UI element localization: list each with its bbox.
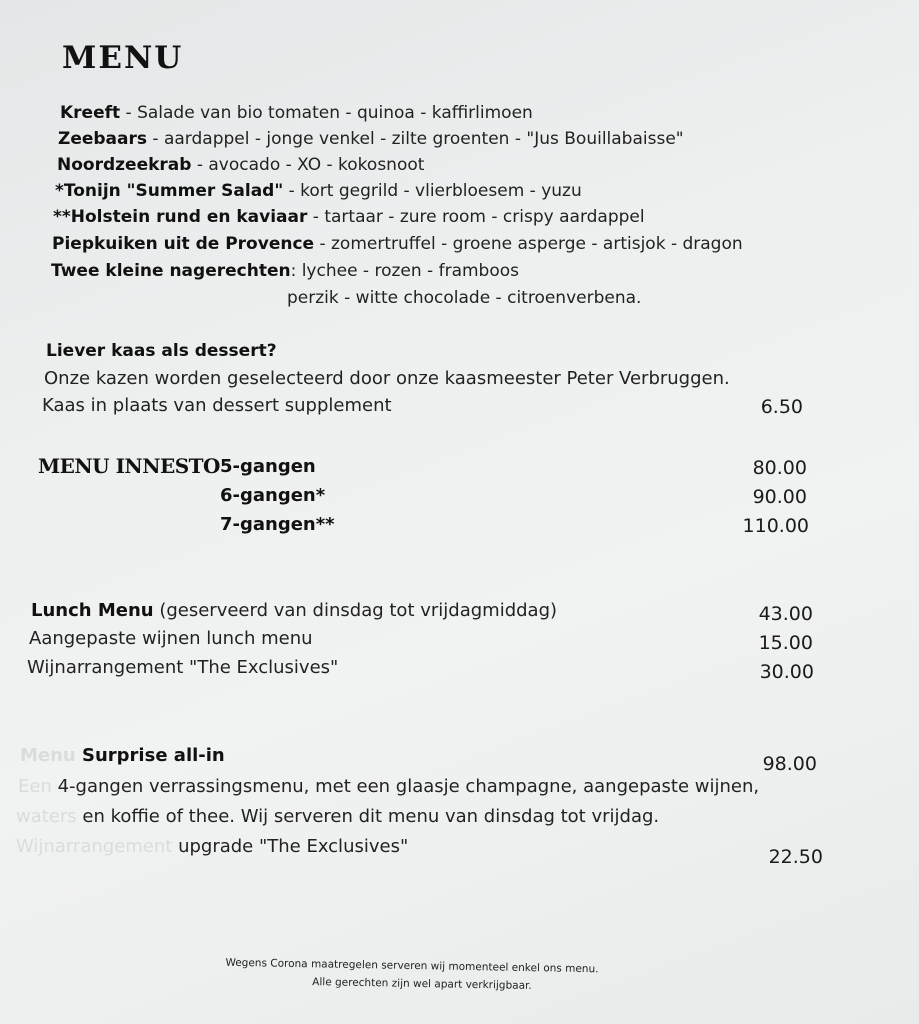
course-name: Piepkuiken uit de Provence <box>52 234 315 254</box>
course-line <box>57 152 424 178</box>
innesto-option-label: 7-gangen** <box>220 514 335 535</box>
cheese-supplement-label: Kaas in plaats van dessert supplement <box>42 395 392 416</box>
lunch-menu-line <box>31 600 557 621</box>
surprise-line3: upgrade "The Exclusives" <box>172 836 409 857</box>
innesto-option-label: 5-gangen <box>220 456 316 477</box>
lunch-menu-price: 43.00 <box>758 603 813 625</box>
innesto-option-label: 6-gangen* <box>220 485 326 506</box>
course-desc: : lychee - rozen - framboos <box>290 261 519 281</box>
innesto-option-price: 90.00 <box>752 486 807 508</box>
surprise-line3-prefix: Wijnarrangement <box>16 836 173 857</box>
course-name: Zeebaars <box>58 129 148 149</box>
lunch-arrangement-price: 30.00 <box>759 661 814 683</box>
course-name: Noordzeekrab <box>57 155 192 175</box>
surprise-price: 98.00 <box>762 753 817 775</box>
surprise-name: Surprise all-in <box>75 745 225 766</box>
menu-innesto-title: MENU INNESTO <box>38 454 220 478</box>
innesto-option-price: 110.00 <box>742 515 809 537</box>
surprise-heading <box>20 745 225 766</box>
cheese-supplement-price: 6.50 <box>760 396 803 418</box>
surprise-line1-prefix: Een <box>18 776 52 797</box>
surprise-line1: 4-gangen verrassingsmenu, met een glaasje champagne, aangepaste wijnen, <box>51 776 760 797</box>
surprise-description-1 <box>18 776 759 797</box>
course-name: *Tonijn "Summer Salad" <box>55 181 284 201</box>
course-name: Twee kleine nagerechten <box>51 261 291 281</box>
course-line <box>55 178 582 204</box>
lunch-menu-note: (geserveerd van dinsdag tot vrijdagmiddag) <box>153 600 558 621</box>
course-line <box>58 126 684 152</box>
surprise-upgrade-label <box>16 836 408 857</box>
course-desc: - tartaar - zure room - crispy aardappel <box>307 207 645 227</box>
course-line <box>53 204 645 230</box>
lunch-wines-price: 15.00 <box>758 632 813 654</box>
footer-line-2: Alle gerechten zijn wel apart verkrijgbaar. <box>312 976 532 992</box>
innesto-option-price: 80.00 <box>752 457 807 479</box>
footer-line-1: Wegens Corona maatregelen serveren wij momenteel enkel ons menu. <box>225 956 599 976</box>
cheese-heading: Liever kaas als dessert? <box>46 341 277 361</box>
cheese-description: Onze kazen worden geselecteerd door onze kaasmeester Peter Verbruggen. <box>44 368 730 389</box>
course-desc: - Salade van bio tomaten - quinoa - kaffirlimoen <box>120 103 533 123</box>
course-desc: - kort gegrild - vlierbloesem - yuzu <box>283 181 582 201</box>
lunch-arrangement-label: Wijnarrangement "The Exclusives" <box>27 657 339 678</box>
course-line <box>52 231 743 257</box>
course-name: **Holstein rund en kaviaar <box>53 207 308 227</box>
lunch-menu-name: Lunch Menu <box>31 600 154 621</box>
surprise-description-2 <box>16 806 659 827</box>
course-line <box>60 100 533 126</box>
surprise-upgrade-price: 22.50 <box>768 846 823 868</box>
menu-title: MENU <box>62 40 184 76</box>
surprise-line2-prefix: waters <box>16 806 77 827</box>
course-name: Kreeft <box>60 103 121 123</box>
course-desc: - aardappel - jonge venkel - zilte groenten - "Jus Bouillabaisse" <box>147 129 684 149</box>
course-desc: - avocado - XO - kokosnoot <box>191 155 425 175</box>
surprise-line2: en koffie of thee. Wij serveren dit menu van dinsdag tot vrijdag. <box>76 806 660 827</box>
dessert-line-2: perzik - witte chocolade - citroenverbena. <box>287 288 642 308</box>
surprise-prefix: Menu <box>20 745 76 766</box>
lunch-wines-label: Aangepaste wijnen lunch menu <box>29 628 313 649</box>
course-desc: - zomertruffel - groene asperge - artisjok - dragon <box>314 234 743 254</box>
course-line <box>51 258 519 284</box>
